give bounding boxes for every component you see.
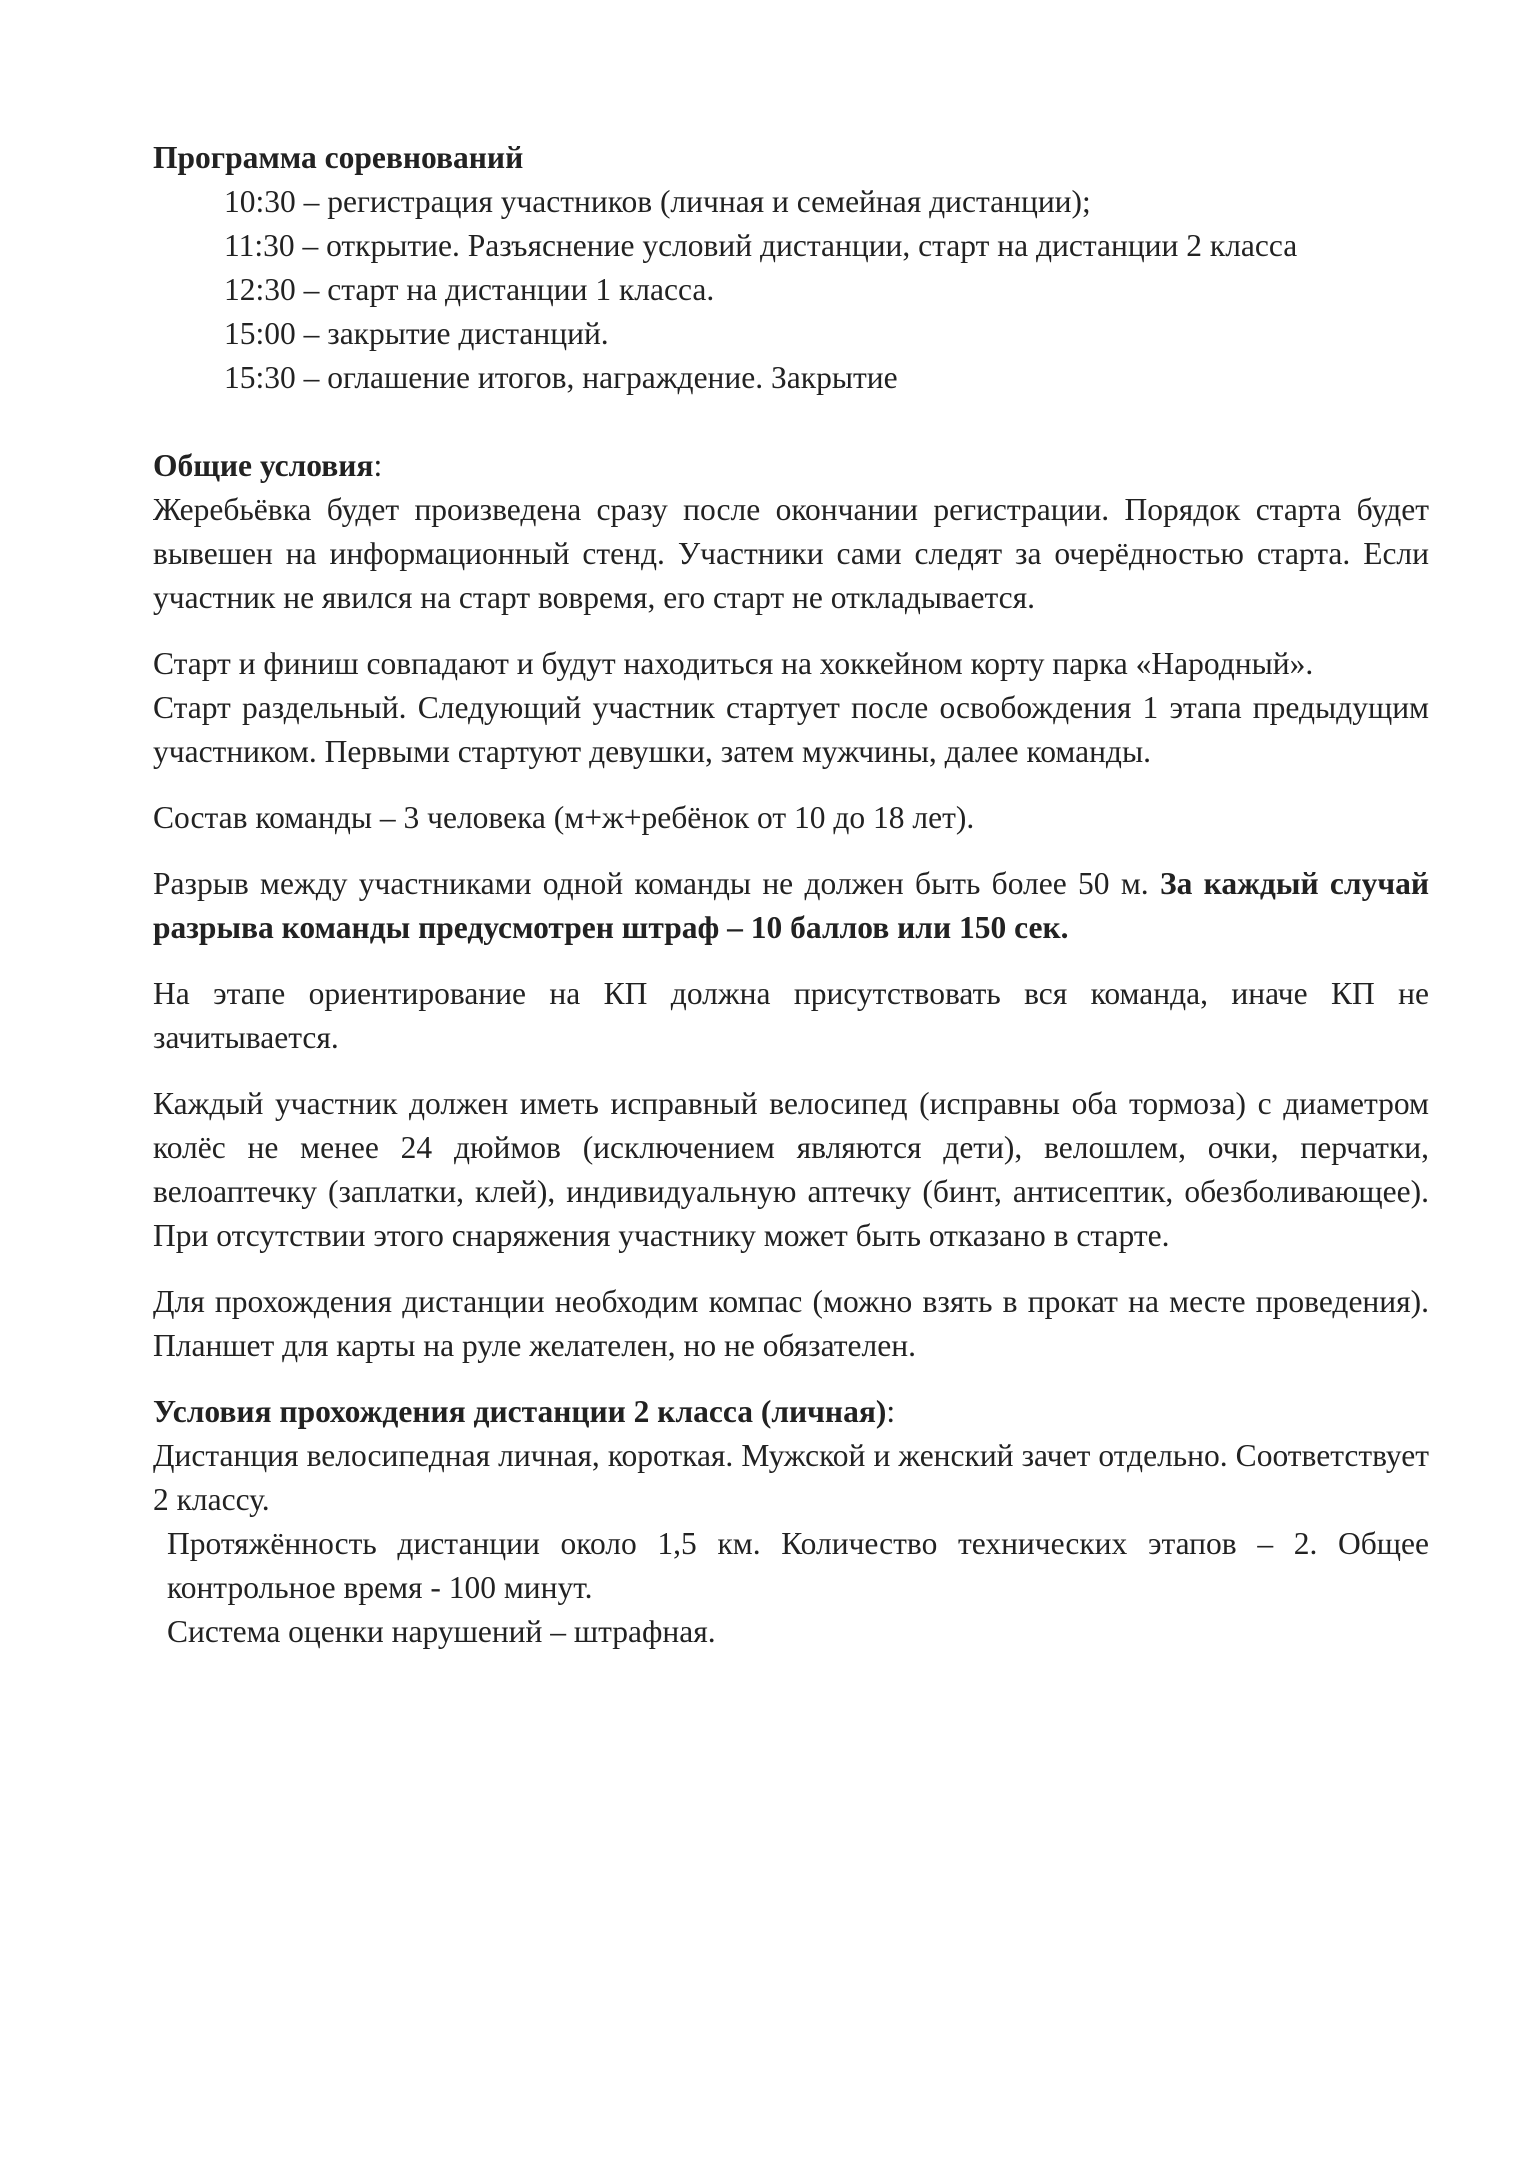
class2-heading-text: Условия прохождения дистанции 2 класса (личная) xyxy=(153,1394,887,1429)
penalty-rule-text: За каждый случай разрыва команды предусмотрен штраф – 10 баллов или 150 сек. xyxy=(153,866,1429,945)
gap-rule-text: Разрыв между участниками одной команды не должен быть более 50 м. xyxy=(153,866,1160,901)
general-paragraph-2: Старт и финиш совпадают и будут находиться на хоккейном корту парка «Народный». xyxy=(153,646,1314,681)
general-paragraph-3: Старт раздельный. Следующий участник стартует после освобождения 1 этапа предыдущим участником. Первыми стартуют девушки, затем мужчины, далее команды. xyxy=(153,690,1429,769)
program-item: 15:30 – оглашение итогов, награждение. Закрытие xyxy=(224,360,898,395)
class2-heading xyxy=(153,1390,1429,1434)
program-item: 10:30 – регистрация участников (личная и семейная дистанции); xyxy=(224,184,1091,219)
general-paragraph-8: Для прохождения дистанции необходим компас (можно взять в прокат на месте проведения). Планшет для карты на руле желателен, но не обязателен. xyxy=(153,1284,1429,1363)
program-list xyxy=(153,180,1429,400)
general-paragraph-6: На этапе ориентирование на КП должна присутствовать вся команда, иначе КП не зачитывается. xyxy=(153,976,1429,1055)
general-heading-colon: : xyxy=(373,448,383,483)
general-heading xyxy=(153,444,1429,488)
spacer xyxy=(153,840,1429,862)
spacer xyxy=(153,400,1429,444)
class2-heading-colon: : xyxy=(886,1394,896,1429)
general-paragraph-7: Каждый участник должен иметь исправный велосипед (исправны оба тормоза) с диаметром колёс не менее 24 дюймов (исключением являются дети), велошлем, очки, перчатки, велоаптечку (заплатки, клей), индивидуальную аптечку (бинт, антисептик, обезболивающее). При отсутствии этого снаряжения участнику может быть отказано в старте. xyxy=(153,1086,1429,1253)
spacer xyxy=(153,774,1429,796)
program-item: 11:30 – открытие. Разъяснение условий дистанции, старт на дистанции 2 класса xyxy=(224,228,1298,263)
spacer xyxy=(153,620,1429,642)
general-paragraph-4: Состав команды – 3 человека (м+ж+ребёнок от 10 до 18 лет). xyxy=(153,800,975,835)
spacer xyxy=(153,950,1429,972)
general-paragraph-5 xyxy=(153,862,1429,950)
document-content xyxy=(153,136,1429,1654)
class2-paragraph-3: Система оценки нарушений – штрафная. xyxy=(167,1614,716,1649)
class2-paragraph-2: Протяжённость дистанции около 1,5 км. Количество технических этапов – 2. Общее контрольное время - 100 минут. xyxy=(167,1526,1429,1605)
program-item: 12:30 – старт на дистанции 1 класса. xyxy=(224,272,715,307)
class2-paragraph-1: Дистанция велосипедная личная, короткая. Мужской и женский зачет отдельно. Соответствует 2 классу. xyxy=(153,1438,1429,1517)
general-paragraph-1: Жеребьёвка будет произведена сразу после окончании регистрации. Порядок старта будет вывешен на информационный стенд. Участники сами следят за очерёдностью старта. Если участник не явился на старт вовремя, его старт не откладывается. xyxy=(153,492,1429,615)
program-item: 15:00 – закрытие дистанций. xyxy=(224,316,609,351)
program-heading: Программа соревнований xyxy=(153,140,524,175)
spacer xyxy=(153,1060,1429,1082)
spacer xyxy=(153,1258,1429,1280)
general-heading-text: Общие условия xyxy=(153,448,374,483)
spacer xyxy=(153,1368,1429,1390)
